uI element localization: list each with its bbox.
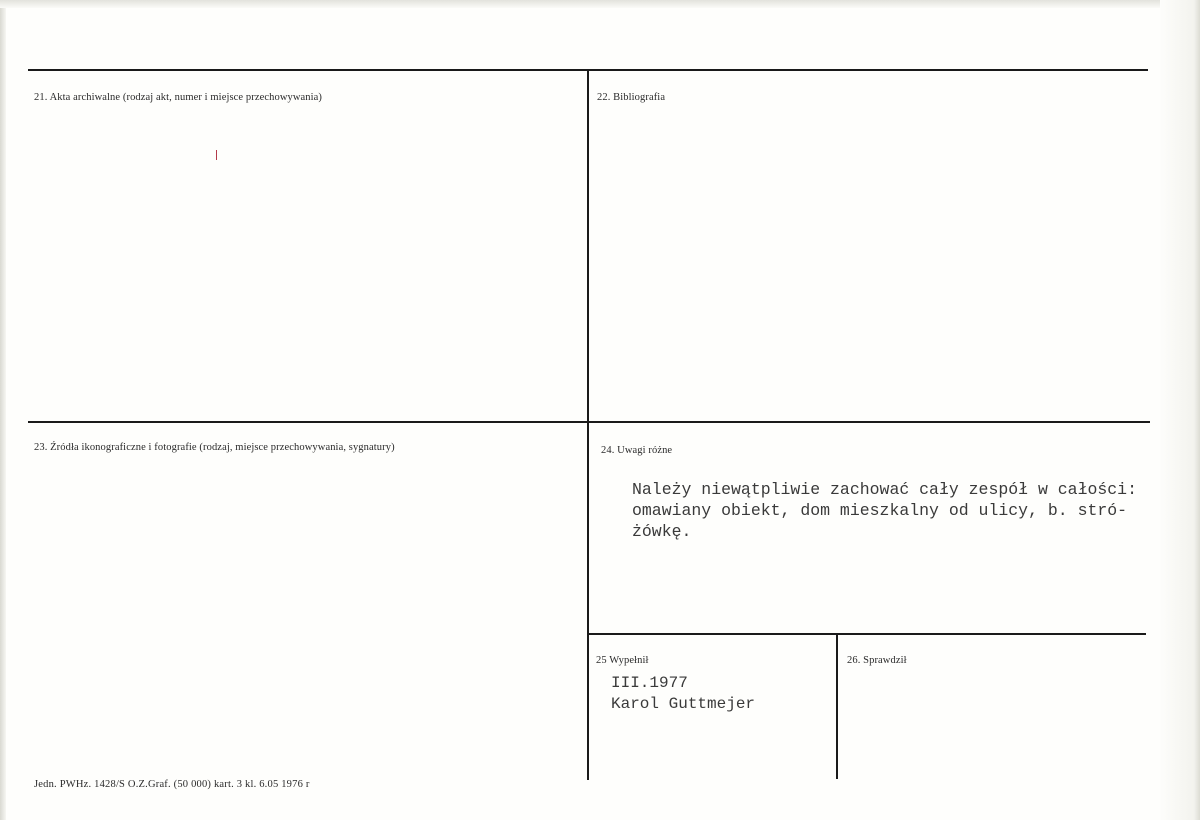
field-23-label: 23. Źródła ikonograficzne i fotografie (rodzaj, miejsce przechowywania, sygnatury) [34,442,395,453]
filled-by-name: Karol Guttmejer [611,695,756,713]
field-21-label: 21. Akta archiwalne (rodzaj akt, numer i miejsce przechowywania) [34,92,323,103]
middle-rule [28,421,1150,423]
ink-speck [216,150,217,160]
center-divider [587,70,589,780]
field-24-remarks [632,479,1137,542]
remarks-line: omawiany obiekt, dom mieszkalny od ulicy, b. stró- [632,501,1128,520]
card-left-edge [0,0,6,820]
card-top-edge [0,0,1200,8]
field-24-label: 24. Uwagi różne [601,445,673,456]
field-25-entry [611,673,755,715]
field-26-label: 26. Sprawdził [847,655,907,666]
remarks-line: Należy niewątpliwie zachować cały zespół w całości: [632,480,1137,499]
field-25-label: 25 Wypełnił [596,655,649,666]
remarks-line: żówkę. [632,522,692,541]
filled-date: III.1977 [611,674,688,692]
card-right-edge [1160,0,1200,820]
signature-divider [836,634,838,779]
printer-imprint: Jedn. PWHz. 1428/S O.Z.Graf. (50 000) kart. 3 kl. 6.05 1976 r [34,779,310,790]
signature-rule [589,633,1146,635]
field-22-label: 22. Bibliografia [597,92,666,103]
